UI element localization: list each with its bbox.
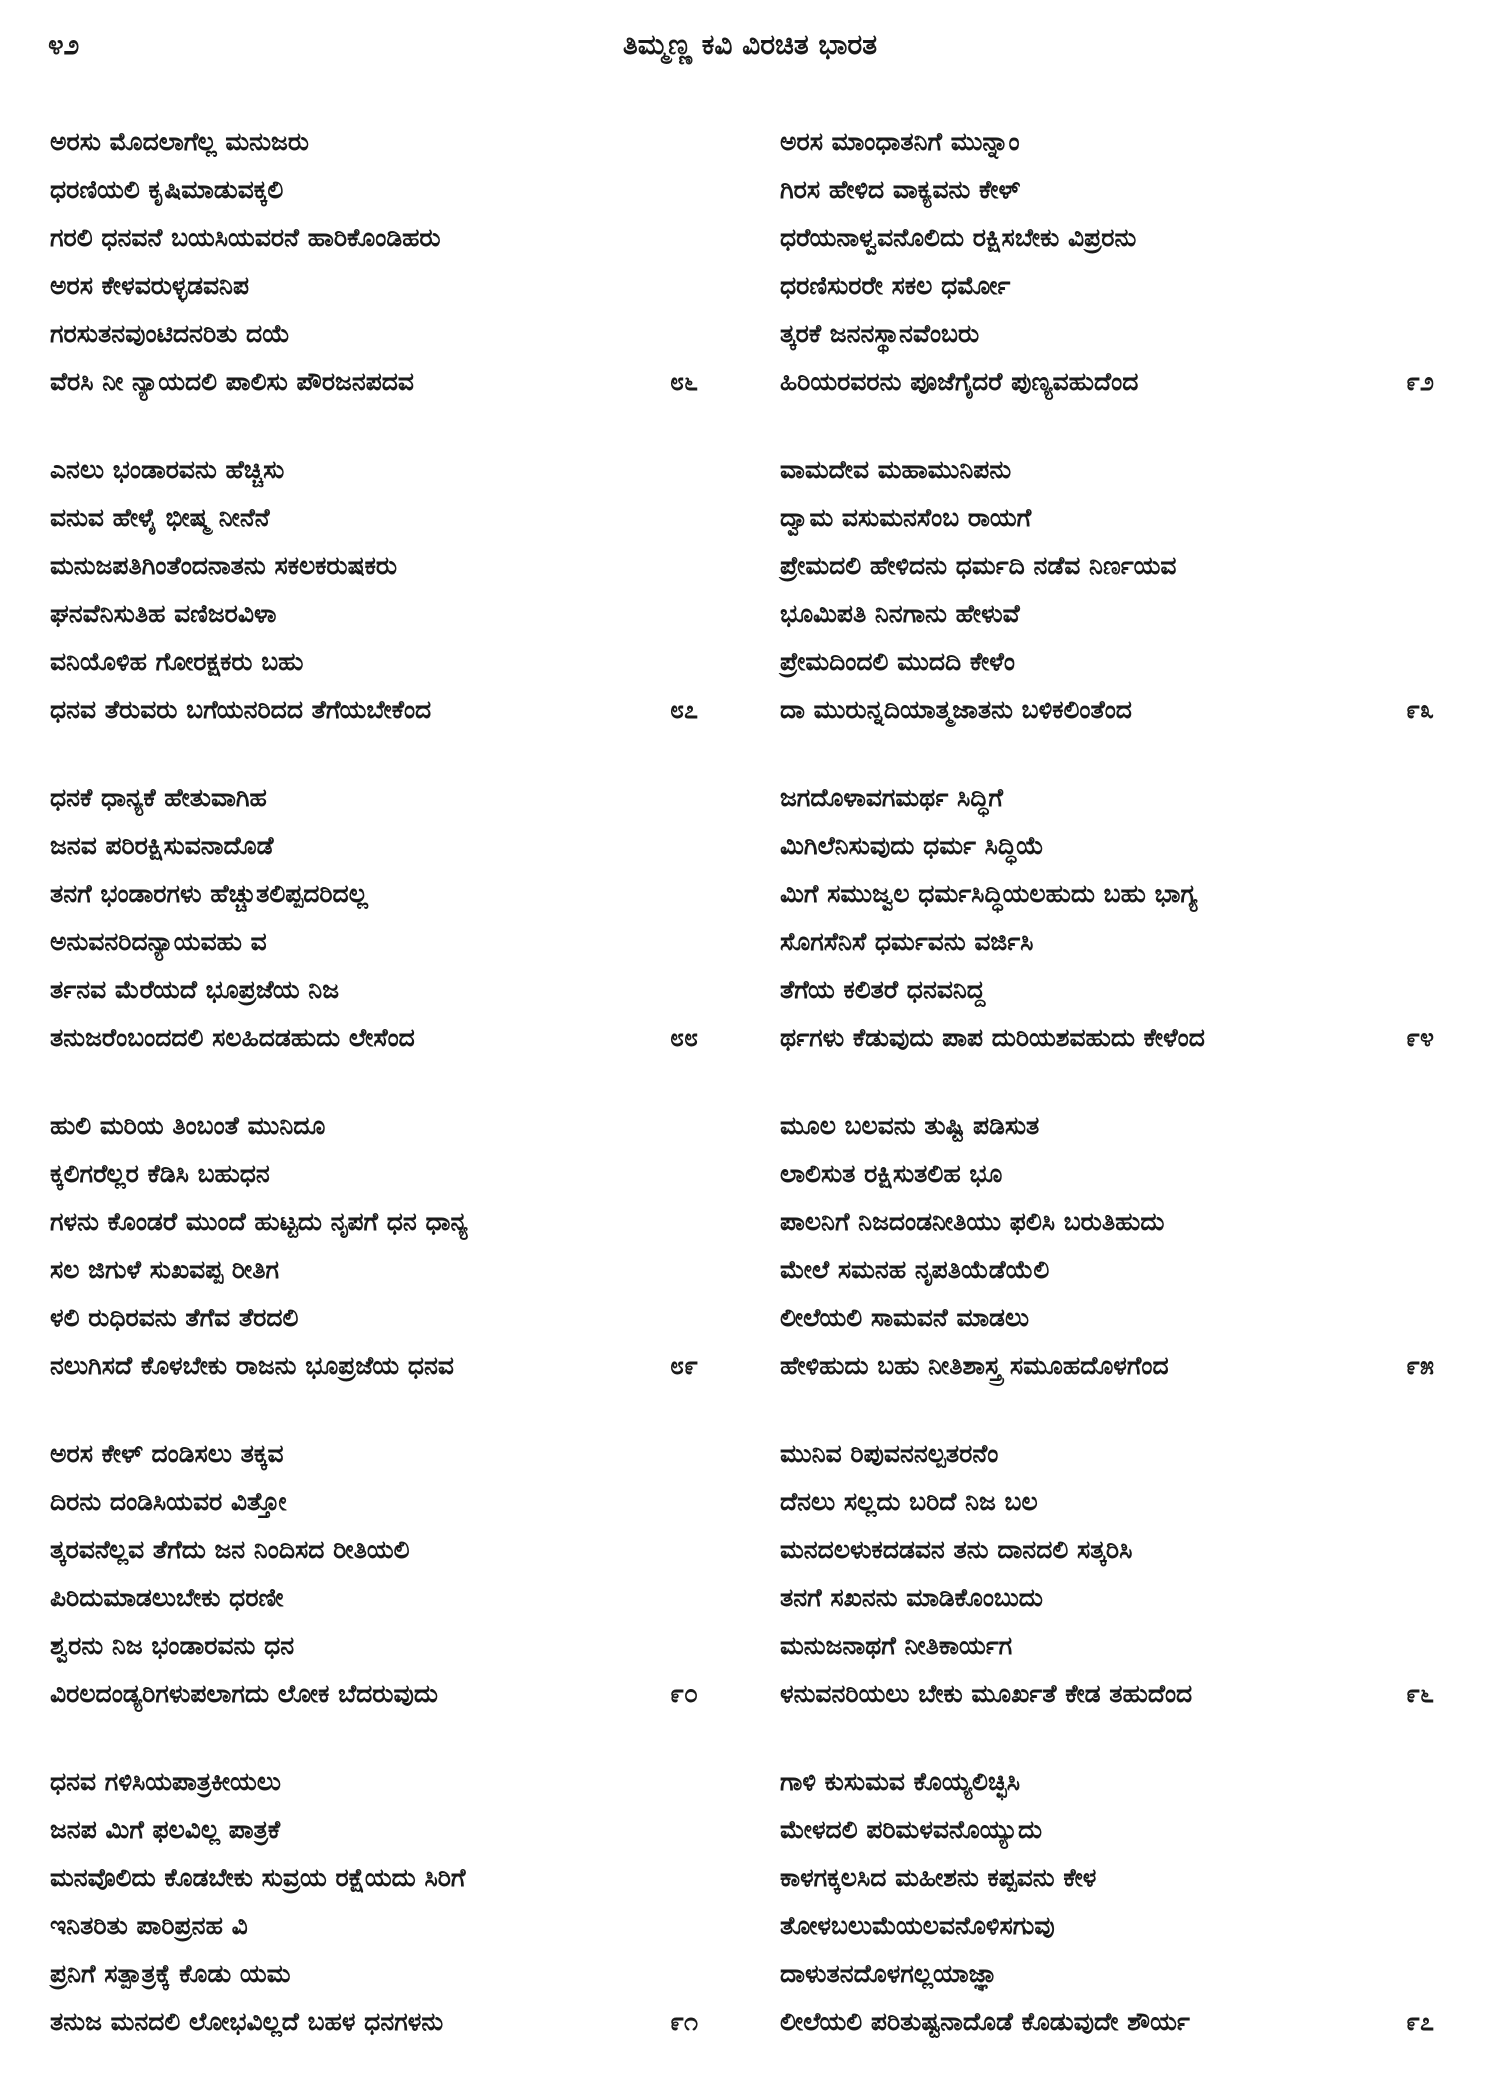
stanza bbox=[50, 1102, 750, 1390]
verse-line: ಅರಸು ಮೊದಲಾಗೆಲ್ಲ ಮನುಜರು bbox=[50, 127, 310, 156]
verse-number: ೯೪ bbox=[1406, 1023, 1435, 1052]
verse-number: ೮೬ bbox=[670, 367, 699, 396]
verse-number: ೯೩ bbox=[1406, 695, 1435, 724]
verse-line: ತನುಜ ಮನದಲಿ ಲೋಭವಿಲ್ಲದೆ ಬಹಳ ಧನಗಳನು ೯೧ bbox=[50, 1998, 750, 2046]
right-column bbox=[780, 118, 1460, 2086]
verse-line: ವನುವ ಹೇಳೈ ಭೀಷ್ಮ ನೀನೆನೆ bbox=[50, 503, 270, 532]
stanza bbox=[780, 1758, 1460, 2046]
verse-line: ಜನವ ಪರಿರಕ್ಷಿಸುವನಾದೊಡೆ bbox=[50, 831, 274, 860]
verse-line: ಗಾಳಿ ಕುಸುಮವ ಕೊಯ್ಯಲಿಚ್ಛಿಸಿ bbox=[780, 1767, 1020, 1796]
verse-line: ಅರಸ ಕೇಳವರುಳ್ಳಡವನಿಪ bbox=[50, 271, 249, 300]
verse-number: ೯೬ bbox=[1406, 1679, 1435, 1708]
verse-line: ಗಿರಸ ಹೇಳಿದ ವಾಕ್ಯವನು ಕೇಳ್ bbox=[780, 175, 1021, 204]
page-header bbox=[0, 22, 1500, 72]
verse-line: ಶ್ವರನು ನಿಜ ಭಂಡಾರವನು ಧನ bbox=[50, 1631, 295, 1660]
stanza bbox=[50, 118, 750, 406]
verse-line: ತನಗೆ ಸಖನನು ಮಾಡಿಕೊಂಬುದು bbox=[780, 1583, 1043, 1612]
verse-line: ಧನವ ತೆರುವರು ಬಗೆಯನರಿದದ ತೆಗೆಯಬೇಕೆಂದ ೮೭ bbox=[50, 686, 750, 734]
verse-line: ಪಾಲನಿಗೆ ನಿಜದಂಡನೀತಿಯು ಫಲಿಸಿ ಬರುತಿಹುದು bbox=[780, 1207, 1165, 1236]
verse-line: ವಾಮದೇವ ಮಹಾಮುನಿಪನು bbox=[780, 455, 1012, 484]
verse-line: ಸಲ ಜಿಗುಳೆ ಸುಖವಪ್ಪ ರೀತಿಗ bbox=[50, 1255, 280, 1284]
verse-number: ೮೯ bbox=[670, 1351, 699, 1380]
verse-line: ಮಿಗಿಲೆನಿಸುವುದು ಧರ್ಮ ಸಿದ್ಧಿಯೆ bbox=[780, 831, 1044, 860]
stanza bbox=[780, 1102, 1460, 1390]
verse-line: ಗರಲಿ ಧನವನೆ ಬಯಸಿಯವರನೆ ಹಾರಿಕೊಂಡಿಹರು bbox=[50, 223, 441, 252]
stanza bbox=[50, 446, 750, 734]
verse-line: ಮೂಲ ಬಲವನು ತುಷ್ಟಿ ಪಡಿಸುತ bbox=[780, 1111, 1040, 1140]
verse-line: ಮಿಗೆ ಸಮುಜ್ವಲ ಧರ್ಮಸಿದ್ಧಿಯಲಹುದು ಬಹು ಭಾಗ್ಯ bbox=[780, 879, 1198, 908]
verse-line: ಭೂಮಿಪತಿ ನಿನಗಾನು ಹೇಳುವೆ bbox=[780, 599, 1020, 628]
verse-line: ರ್ತನವ ಮೆರೆಯದೆ ಭೂಪ್ರಜೆಯ ನಿಜ bbox=[50, 975, 340, 1004]
verse-number: ೯೫ bbox=[1406, 1351, 1435, 1380]
verse-line: ಧರೆಯನಾಳ್ವವನೊಲಿದು ರಕ್ಷಿಸಬೇಕು ವಿಪ್ರರನು bbox=[780, 223, 1137, 252]
verse-line: ಪ್ರನಿಗೆ ಸತ್ಪಾತ್ರಕ್ಕೆ ಕೊಡು ಯಮ bbox=[50, 1959, 291, 1988]
stanza bbox=[50, 774, 750, 1062]
verse-line: ಮೇಲೆ ಸಮನಹ ನೃಪತಿಯೆಡೆಯೆಲಿ bbox=[780, 1255, 1050, 1284]
verse-line: ಗಳನು ಕೊಂಡರೆ ಮುಂದೆ ಹುಟ್ಟದು ನೃಪಗೆ ಧನ ಧಾನ್ಯ bbox=[50, 1207, 468, 1236]
verse-line: ತ್ಕರವನೆಲ್ಲವ ತೆಗೆದು ಜನ ನಿಂದಿಸದ ರೀತಿಯಲಿ bbox=[50, 1535, 410, 1564]
verse-line: ದ್ವಾಮ ವಸುಮನಸೆಂಬ ರಾಯಗೆ bbox=[780, 503, 1032, 532]
verse-line: ಎನಲು ಭಂಡಾರವನು ಹೆಚ್ಚಿಸು bbox=[50, 455, 285, 484]
page-number: ೪೨ bbox=[48, 28, 80, 61]
verse-number: ೮೮ bbox=[670, 1023, 699, 1052]
verse-line: ಜನಪ ಮಿಗೆ ಫಲವಿಲ್ಲ ಪಾತ್ರಕೆ bbox=[50, 1815, 281, 1844]
verse-number: ೯೧ bbox=[670, 2007, 699, 2036]
stanza bbox=[780, 774, 1460, 1062]
verse-line: ರ್ಥಗಳು ಕೆಡುವುದು ಪಾಪ ದುರಿಯಶವಹುದು ಕೇಳೆಂದ ೯೪ bbox=[780, 1014, 1460, 1062]
verse-line: ಕಾಳಗಕ್ಕಲಸಿದ ಮಹೀಶನು ಕಪ್ಪವನು ಕೇಳ bbox=[780, 1863, 1097, 1892]
verse-line: ವನಿಯೊಳಿಹ ಗೋರಕ್ಷಕರು ಬಹು bbox=[50, 647, 304, 676]
verse-line: ದಾ ಮುರುನ್ನದಿಯಾತ್ಮಜಾತನು ಬಳಿಕಲಿಂತೆಂದ ೯೩ bbox=[780, 686, 1460, 734]
verse-line: ಮನದಲಳುಕದಡವನ ತನು ದಾನದಲಿ ಸತ್ಕರಿಸಿ bbox=[780, 1535, 1133, 1564]
verse-line: ದಿರನು ದಂಡಿಸಿಯವರ ವಿತ್ತೋ bbox=[50, 1487, 287, 1516]
verse-number: ೯೭ bbox=[1406, 2007, 1435, 2036]
verse-number: ೯೦ bbox=[670, 1679, 699, 1708]
verse-line: ಅನುವನರಿದನ್ಯಾಯವಹು ವ bbox=[50, 927, 267, 956]
verse-line: ವೆರಸಿ ನೀ ನ್ಯಾಯದಲಿ ಪಾಲಿಸು ಪೌರಜನಪದವ ೮೬ bbox=[50, 358, 750, 406]
verse-line: ಅರಸ ಕೇಳ್ ದಂಡಿಸಲು ತಕ್ಕವ bbox=[50, 1439, 284, 1468]
verse-line: ಪ್ರೇಮದಲಿ ಹೇಳಿದನು ಧರ್ಮದಿ ನಡೆವ ನಿರ್ಣಯವ bbox=[780, 551, 1177, 580]
verse-line: ತೆಗೆಯ ಕಲಿತರೆ ಧನವನಿದ್ದ bbox=[780, 975, 986, 1004]
running-title: ತಿಮ್ಮಣ್ಣ ಕವಿ ವಿರಚಿತ ಭಾರತ bbox=[622, 28, 878, 61]
verse-line: ಳನುವನರಿಯಲು ಬೇಕು ಮೂರ್ಖತೆ ಕೇಡ ತಹುದೆಂದ ೯೬ bbox=[780, 1670, 1460, 1718]
verse-line: ಮನವೊಲಿದು ಕೊಡಬೇಕು ಸುವ್ರಯ ರಕ್ಷೆಯದು ಸಿರಿಗೆ bbox=[50, 1863, 466, 1892]
verse-line: ಅರಸ ಮಾಂಧಾತನಿಗೆ ಮುನ್ನಾಂ bbox=[780, 127, 1020, 156]
verse-line: ಲೀಲೆಯಲಿ ಸಾಮವನೆ ಮಾಡಲು bbox=[780, 1303, 1030, 1332]
stanza bbox=[50, 1430, 750, 1718]
stanza bbox=[780, 446, 1460, 734]
verse-line: ಕ್ಕಲಿಗರೆಲ್ಲರ ಕೆಡಿಸಿ ಬಹುಧನ bbox=[50, 1159, 270, 1188]
verse-line: ಇನಿತರಿತು ಪಾರಿಪ್ರನಹ ವಿ bbox=[50, 1911, 248, 1940]
stanza bbox=[50, 1758, 750, 2046]
verse-line: ತನುಜರೆಂಬಂದದಲಿ ಸಲಹಿದಡಹುದು ಲೇಸೆಂದ ೮೮ bbox=[50, 1014, 750, 1062]
verse-line: ಮನುಜಪತಿಗಿಂತೆಂದನಾತನು ಸಕಲಕರುಷಕರು bbox=[50, 551, 398, 580]
verse-line: ತೋಳಬಲುಮೆಯಲವನೊಳಿಸಗುವು bbox=[780, 1911, 1055, 1940]
left-column bbox=[50, 118, 750, 2086]
verse-line: ಧರಣಿಸುರರೇ ಸಕಲ ಧರ್ಮೋ bbox=[780, 271, 1011, 300]
verse-line: ಮನುಜನಾಥಗೆ ನೀತಿಕಾರ್ಯಗ bbox=[780, 1631, 1013, 1660]
verse-line: ದಾಳುತನದೊಳಗಲ್ಲಯಾಜ್ಞಾ bbox=[780, 1959, 998, 1988]
verse-line: ಧನಕೆ ಧಾನ್ಯಕೆ ಹೇತುವಾಗಿಹ bbox=[50, 783, 267, 812]
verse-number: ೯೨ bbox=[1406, 367, 1435, 396]
verse-line: ಪ್ರೇಮದಿಂದಲಿ ಮುದದಿ ಕೇಳೆಂ bbox=[780, 647, 1015, 676]
verse-line: ನಲುಗಿಸದೆ ಕೊಳಬೇಕು ರಾಜನು ಭೂಪ್ರಜೆಯ ಧನವ ೮೯ bbox=[50, 1342, 750, 1390]
verse-line: ಲೀಲೆಯಲಿ ಪರಿತುಷ್ಟನಾದೊಡೆ ಕೊಡುವುದೇ ಶೌರ್ಯ ೯೭ bbox=[780, 1998, 1460, 2046]
verse-number: ೮೭ bbox=[670, 695, 699, 724]
stanza bbox=[780, 118, 1460, 406]
verse-line: ಮುನಿವ ರಿಪುವನನಲ್ಪತರನೆಂ bbox=[780, 1439, 999, 1468]
verse-line: ಹುಲಿ ಮರಿಯ ತಿಂಬಂತೆ ಮುನಿದೂ bbox=[50, 1111, 326, 1140]
verse-line: ವಿರಲದಂಡ್ಯರಿಗಳುಪಲಾಗದು ಲೋಕ ಬೆದರುವುದು ೯೦ bbox=[50, 1670, 750, 1718]
verse-line: ಹಿರಿಯರವರನು ಪೂಜೆಗೈದರೆ ಪುಣ್ಯವಹುದೆಂದ ೯೨ bbox=[780, 358, 1460, 406]
verse-line: ಮೇಳದಲಿ ಪರಿಮಳವನೊಯ್ಯುದು bbox=[780, 1815, 1043, 1844]
verse-line: ಲಾಲಿಸುತ ರಕ್ಷಿಸುತಲಿಹ ಭೂ bbox=[780, 1159, 1003, 1188]
verse-line: ಧರಣಿಯಲಿ ಕೃಷಿಮಾಡುವಕ್ಕಲಿ bbox=[50, 175, 284, 204]
verse-line: ಹೇಳಿಹುದು ಬಹು ನೀತಿಶಾಸ್ತ್ರ ಸಮೂಹದೊಳಗೆಂದ ೯೫ bbox=[780, 1342, 1460, 1390]
verse-line: ತ್ಕರಕೆ ಜನನಸ್ಥಾನವೆಂಬರು bbox=[780, 319, 980, 348]
verse-line: ಗರಸುತನವುಂಟಿದನರಿತು ದಯೆ bbox=[50, 319, 290, 348]
verse-line: ಜಗದೊಳಾವಗಮರ್ಥ ಸಿದ್ಧಿಗೆ bbox=[780, 783, 1003, 812]
verse-line: ಪಿರಿದುಮಾಡಲುಬೇಕು ಧರಣೀ bbox=[50, 1583, 284, 1612]
verse-line: ಧನವ ಗಳಿಸಿಯಪಾತ್ರಕೀಯಲು bbox=[50, 1767, 281, 1796]
verse-line: ಳಲಿ ರುಧಿರವನು ತೆಗೆವ ತೆರದಲಿ bbox=[50, 1303, 299, 1332]
verse-line: ತನಗೆ ಭಂಡಾರಗಳು ಹೆಚ್ಚುತಲಿಪ್ಪದರಿದಲ್ಲ bbox=[50, 879, 368, 908]
stanza bbox=[780, 1430, 1460, 1718]
verse-line: ಘನವೆನಿಸುತಿಹ ವಣಿಜರವಿಳಾ bbox=[50, 599, 277, 628]
verse-line: ದೆನಲು ಸಲ್ಲದು ಬರಿದೆ ನಿಜ ಬಲ bbox=[780, 1487, 1038, 1516]
verse-line: ಸೊಗಸೆನಿಸೆ ಧರ್ಮವನು ವರ್ಜಿಸಿ bbox=[780, 927, 1034, 956]
